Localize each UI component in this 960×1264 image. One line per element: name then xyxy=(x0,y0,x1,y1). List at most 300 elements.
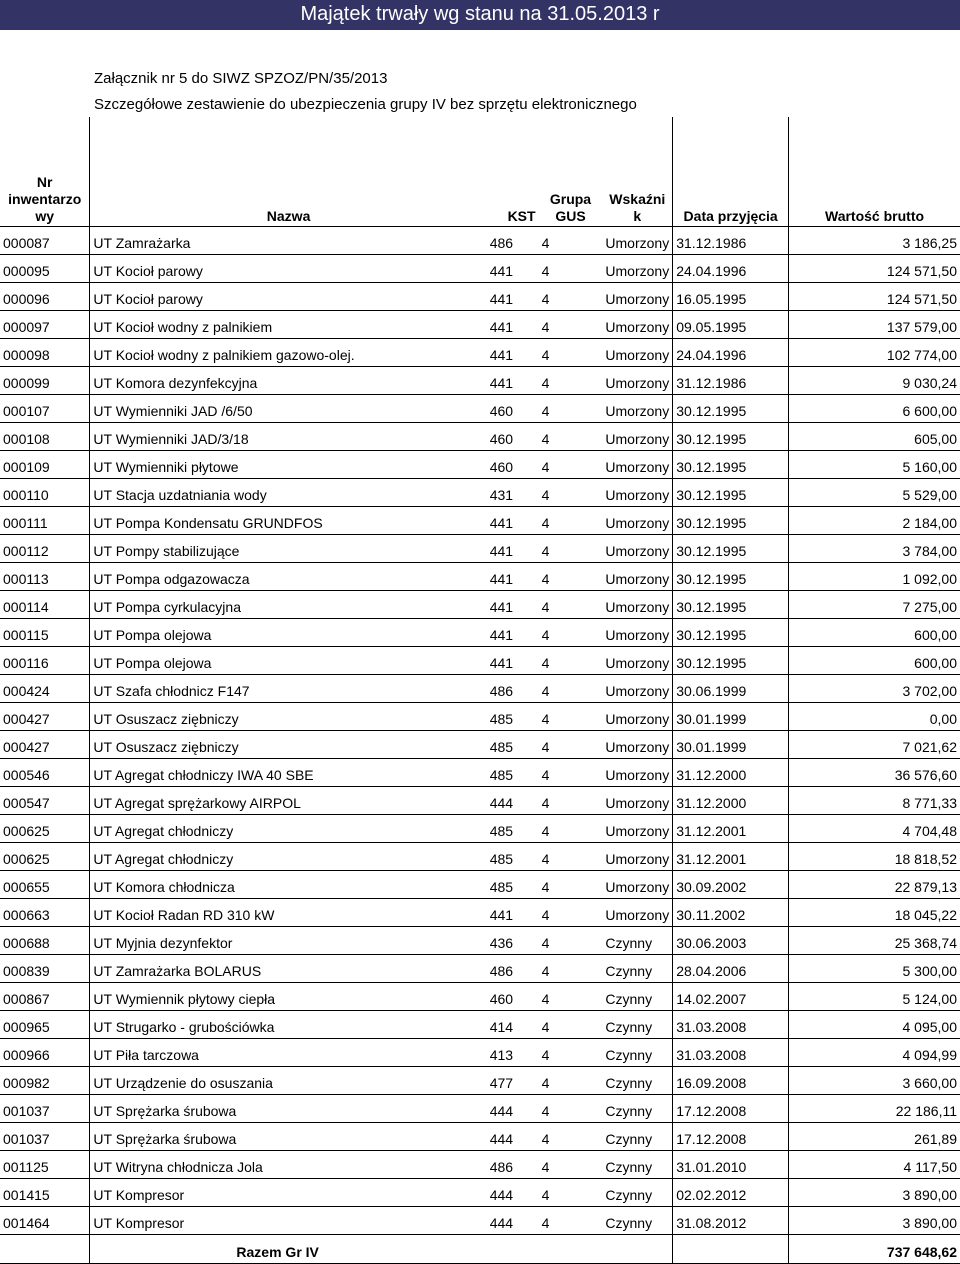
table-header-row xyxy=(0,117,960,227)
cell-gus: 4 xyxy=(539,227,603,255)
cell-kst: 486 xyxy=(487,1151,539,1179)
cell-status: Umorzony xyxy=(602,311,672,339)
cell-status: Czynny xyxy=(602,955,672,983)
cell-value: 18 045,22 xyxy=(789,899,960,927)
cell-value: 4 094,99 xyxy=(789,1039,960,1067)
cell-name: UT Pompa Kondensatu GRUNDFOS xyxy=(90,507,487,535)
cell-value: 7 021,62 xyxy=(789,731,960,759)
cell-kst: 441 xyxy=(487,507,539,535)
cell-name: UT Wymienniki JAD /6/50 xyxy=(90,395,487,423)
cell-gus: 4 xyxy=(539,983,603,1011)
cell-status: Umorzony xyxy=(602,871,672,899)
cell-gus: 4 xyxy=(539,1067,603,1095)
cell-value: 3 660,00 xyxy=(789,1067,960,1095)
cell-name: UT Kocioł parowy xyxy=(90,255,487,283)
cell-kst: 444 xyxy=(487,1095,539,1123)
table-row xyxy=(0,591,960,619)
cell-name: UT Agregat sprężarkowy AIRPOL xyxy=(90,787,487,815)
cell-date: 16.05.1995 xyxy=(673,283,789,311)
cell-name: UT Wymienniki JAD/3/18 xyxy=(90,423,487,451)
cell-date: 30.06.2003 xyxy=(673,927,789,955)
cell-inventory-number: 001037 xyxy=(0,1095,90,1123)
cell-status: Czynny xyxy=(602,1151,672,1179)
cell-value: 8 771,33 xyxy=(789,787,960,815)
table-row xyxy=(0,1039,960,1067)
cell-date: 17.12.2008 xyxy=(673,1095,789,1123)
cell-date: 30.12.1995 xyxy=(673,563,789,591)
cell-gus: 4 xyxy=(539,563,603,591)
cell-inventory-number: 000427 xyxy=(0,731,90,759)
cell-date: 31.12.1986 xyxy=(673,227,789,255)
cell-date: 31.01.2010 xyxy=(673,1151,789,1179)
cell-inventory-number: 001037 xyxy=(0,1123,90,1151)
cell-inventory-number: 000116 xyxy=(0,647,90,675)
cell-date: 30.12.1995 xyxy=(673,507,789,535)
header-wsk-line1: Wskaźni xyxy=(609,191,666,207)
cell-gus: 4 xyxy=(539,255,603,283)
total-empty-cell xyxy=(487,1235,539,1264)
cell-gus: 4 xyxy=(539,899,603,927)
cell-status: Czynny xyxy=(602,983,672,1011)
cell-inventory-number: 000113 xyxy=(0,563,90,591)
cell-gus: 4 xyxy=(539,507,603,535)
total-row xyxy=(0,1235,960,1264)
cell-value: 4 095,00 xyxy=(789,1011,960,1039)
cell-value: 5 300,00 xyxy=(789,955,960,983)
cell-inventory-number: 000982 xyxy=(0,1067,90,1095)
cell-date: 30.12.1995 xyxy=(673,395,789,423)
cell-status: Umorzony xyxy=(602,423,672,451)
cell-value: 7 275,00 xyxy=(789,591,960,619)
cell-kst: 436 xyxy=(487,927,539,955)
cell-status: Umorzony xyxy=(602,535,672,563)
cell-name: UT Myjnia dezynfektor xyxy=(90,927,487,955)
table-row xyxy=(0,451,960,479)
cell-name: UT Komora dezynfekcyjna xyxy=(90,367,487,395)
cell-inventory-number: 000839 xyxy=(0,955,90,983)
cell-kst: 460 xyxy=(487,451,539,479)
cell-gus: 4 xyxy=(539,1179,603,1207)
cell-value: 1 092,00 xyxy=(789,563,960,591)
cell-gus: 4 xyxy=(539,647,603,675)
cell-status: Umorzony xyxy=(602,675,672,703)
cell-inventory-number: 000547 xyxy=(0,787,90,815)
cell-name: UT Agregat chłodniczy IWA 40 SBE xyxy=(90,759,487,787)
cell-inventory-number: 000115 xyxy=(0,619,90,647)
page-title: Majątek trwały wg stanu na 31.05.2013 r xyxy=(0,0,960,30)
cell-status: Czynny xyxy=(602,1039,672,1067)
cell-date: 31.12.2000 xyxy=(673,759,789,787)
total-label: Razem Gr IV xyxy=(90,1235,487,1264)
cell-name: UT Zamrażarka xyxy=(90,227,487,255)
table-row xyxy=(0,1095,960,1123)
cell-status: Umorzony xyxy=(602,843,672,871)
table-row xyxy=(0,479,960,507)
header-gus xyxy=(539,117,603,227)
cell-inventory-number: 000098 xyxy=(0,339,90,367)
cell-inventory-number: 000625 xyxy=(0,843,90,871)
cell-date: 30.01.1999 xyxy=(673,731,789,759)
cell-name: UT Agregat chłodniczy xyxy=(90,815,487,843)
cell-status: Czynny xyxy=(602,1123,672,1151)
cell-value: 102 774,00 xyxy=(789,339,960,367)
cell-inventory-number: 000096 xyxy=(0,283,90,311)
document-subtitle: Szczegółowe zestawienie do ubezpieczenia grupy IV bez sprzętu elektronicznego xyxy=(94,96,637,113)
cell-value: 124 571,50 xyxy=(789,283,960,311)
cell-value: 0,00 xyxy=(789,703,960,731)
cell-kst: 486 xyxy=(487,955,539,983)
cell-name: UT Wymiennik płytowy ciepła xyxy=(90,983,487,1011)
header-val: Wartość brutto xyxy=(789,117,960,227)
cell-gus: 4 xyxy=(539,1151,603,1179)
cell-gus: 4 xyxy=(539,311,603,339)
cell-inventory-number: 000097 xyxy=(0,311,90,339)
cell-status: Umorzony xyxy=(602,507,672,535)
table-row xyxy=(0,423,960,451)
cell-name: UT Piła tarczowa xyxy=(90,1039,487,1067)
cell-gus: 4 xyxy=(539,815,603,843)
cell-kst: 460 xyxy=(487,395,539,423)
cell-kst: 431 xyxy=(487,479,539,507)
cell-kst: 485 xyxy=(487,731,539,759)
cell-name: UT Sprężarka śrubowa xyxy=(90,1123,487,1151)
table-row xyxy=(0,507,960,535)
header-nr-line1: Nr xyxy=(36,174,53,190)
attachment-reference: Załącznik nr 5 do SIWZ SPZOZ/PN/35/2013 xyxy=(94,70,388,87)
table-row xyxy=(0,535,960,563)
table-row xyxy=(0,255,960,283)
total-empty-cell xyxy=(602,1235,672,1264)
cell-value: 3 784,00 xyxy=(789,535,960,563)
table-row xyxy=(0,759,960,787)
table-row xyxy=(0,983,960,1011)
cell-status: Umorzony xyxy=(602,759,672,787)
cell-value: 4 117,50 xyxy=(789,1151,960,1179)
table-row xyxy=(0,787,960,815)
cell-name: UT Zamrażarka BOLARUS xyxy=(90,955,487,983)
cell-status: Umorzony xyxy=(602,703,672,731)
table-row xyxy=(0,1011,960,1039)
cell-value: 5 529,00 xyxy=(789,479,960,507)
header-gus-line1: Grupa xyxy=(549,191,592,207)
cell-name: UT Pompy stabilizujące xyxy=(90,535,487,563)
cell-inventory-number: 000966 xyxy=(0,1039,90,1067)
cell-status: Umorzony xyxy=(602,591,672,619)
header-nr-line3: wy xyxy=(35,208,55,224)
cell-date: 30.12.1995 xyxy=(673,451,789,479)
cell-kst: 444 xyxy=(487,1123,539,1151)
cell-status: Umorzony xyxy=(602,647,672,675)
cell-date: 30.12.1995 xyxy=(673,479,789,507)
cell-date: 14.02.2007 xyxy=(673,983,789,1011)
cell-gus: 4 xyxy=(539,283,603,311)
cell-inventory-number: 000867 xyxy=(0,983,90,1011)
cell-gus: 4 xyxy=(539,1011,603,1039)
header-wsk xyxy=(602,117,672,227)
cell-gus: 4 xyxy=(539,395,603,423)
cell-gus: 4 xyxy=(539,1095,603,1123)
cell-name: UT Urządzenie do osuszania xyxy=(90,1067,487,1095)
cell-status: Umorzony xyxy=(602,255,672,283)
cell-kst: 460 xyxy=(487,983,539,1011)
cell-name: UT Kompresor xyxy=(90,1207,487,1235)
cell-value: 5 124,00 xyxy=(789,983,960,1011)
cell-name: UT Kompresor xyxy=(90,1179,487,1207)
cell-date: 30.12.1995 xyxy=(673,619,789,647)
cell-date: 17.12.2008 xyxy=(673,1123,789,1151)
table-row xyxy=(0,227,960,255)
cell-inventory-number: 000427 xyxy=(0,703,90,731)
cell-inventory-number: 001125 xyxy=(0,1151,90,1179)
table-row xyxy=(0,703,960,731)
cell-gus: 4 xyxy=(539,339,603,367)
cell-inventory-number: 000965 xyxy=(0,1011,90,1039)
cell-date: 31.08.2012 xyxy=(673,1207,789,1235)
cell-status: Czynny xyxy=(602,1207,672,1235)
header-data: Data przyjęcia xyxy=(673,117,789,227)
cell-inventory-number: 000109 xyxy=(0,451,90,479)
table-row xyxy=(0,339,960,367)
cell-name: UT Pompa cyrkulacyjna xyxy=(90,591,487,619)
cell-date: 31.12.2001 xyxy=(673,843,789,871)
table-row xyxy=(0,815,960,843)
cell-name: UT Pompa odgazowacza xyxy=(90,563,487,591)
cell-name: UT Pompa olejowa xyxy=(90,647,487,675)
cell-date: 30.06.1999 xyxy=(673,675,789,703)
cell-gus: 4 xyxy=(539,479,603,507)
table-row xyxy=(0,395,960,423)
table-row xyxy=(0,311,960,339)
table-row xyxy=(0,647,960,675)
total-empty-cell xyxy=(539,1235,603,1264)
cell-status: Czynny xyxy=(602,927,672,955)
cell-date: 31.03.2008 xyxy=(673,1011,789,1039)
cell-gus: 4 xyxy=(539,675,603,703)
cell-kst: 485 xyxy=(487,871,539,899)
cell-name: UT Kocioł Radan RD 310 kW xyxy=(90,899,487,927)
cell-kst: 441 xyxy=(487,367,539,395)
cell-value: 36 576,60 xyxy=(789,759,960,787)
cell-gus: 4 xyxy=(539,619,603,647)
cell-kst: 486 xyxy=(487,227,539,255)
table-row xyxy=(0,1123,960,1151)
cell-inventory-number: 001464 xyxy=(0,1207,90,1235)
cell-gus: 4 xyxy=(539,787,603,815)
cell-date: 30.11.2002 xyxy=(673,899,789,927)
cell-name: UT Agregat chłodniczy xyxy=(90,843,487,871)
cell-inventory-number: 000112 xyxy=(0,535,90,563)
cell-date: 30.01.1999 xyxy=(673,703,789,731)
cell-date: 09.05.1995 xyxy=(673,311,789,339)
cell-value: 605,00 xyxy=(789,423,960,451)
cell-status: Umorzony xyxy=(602,479,672,507)
cell-date: 31.12.2000 xyxy=(673,787,789,815)
total-empty-cell xyxy=(0,1235,90,1264)
cell-date: 30.09.2002 xyxy=(673,871,789,899)
cell-name: UT Wymienniki płytowe xyxy=(90,451,487,479)
cell-status: Umorzony xyxy=(602,731,672,759)
cell-kst: 441 xyxy=(487,283,539,311)
cell-date: 30.12.1995 xyxy=(673,647,789,675)
cell-gus: 4 xyxy=(539,451,603,479)
table-row xyxy=(0,1067,960,1095)
cell-kst: 485 xyxy=(487,759,539,787)
cell-kst: 441 xyxy=(487,311,539,339)
cell-inventory-number: 000108 xyxy=(0,423,90,451)
cell-name: UT Szafa chłodnicz F147 xyxy=(90,675,487,703)
cell-kst: 414 xyxy=(487,1011,539,1039)
cell-status: Czynny xyxy=(602,1095,672,1123)
cell-inventory-number: 000546 xyxy=(0,759,90,787)
cell-gus: 4 xyxy=(539,1123,603,1151)
cell-name: UT Sprężarka śrubowa xyxy=(90,1095,487,1123)
cell-name: UT Witryna chłodnicza Jola xyxy=(90,1151,487,1179)
cell-status: Umorzony xyxy=(602,563,672,591)
cell-inventory-number: 000424 xyxy=(0,675,90,703)
cell-kst: 441 xyxy=(487,255,539,283)
cell-gus: 4 xyxy=(539,955,603,983)
cell-kst: 485 xyxy=(487,843,539,871)
cell-kst: 444 xyxy=(487,1179,539,1207)
cell-kst: 485 xyxy=(487,703,539,731)
cell-name: UT Komora chłodnicza xyxy=(90,871,487,899)
cell-date: 24.04.1996 xyxy=(673,255,789,283)
header-nazwa: Nazwa xyxy=(90,117,487,227)
cell-inventory-number: 000087 xyxy=(0,227,90,255)
cell-inventory-number: 000099 xyxy=(0,367,90,395)
cell-value: 5 160,00 xyxy=(789,451,960,479)
cell-value: 261,89 xyxy=(789,1123,960,1151)
cell-kst: 486 xyxy=(487,675,539,703)
cell-value: 3 702,00 xyxy=(789,675,960,703)
cell-status: Umorzony xyxy=(602,367,672,395)
cell-value: 18 818,52 xyxy=(789,843,960,871)
table-row xyxy=(0,367,960,395)
cell-inventory-number: 000655 xyxy=(0,871,90,899)
cell-gus: 4 xyxy=(539,871,603,899)
cell-status: Czynny xyxy=(602,1179,672,1207)
cell-status: Umorzony xyxy=(602,787,672,815)
cell-gus: 4 xyxy=(539,843,603,871)
cell-name: UT Stacja uzdatniania wody xyxy=(90,479,487,507)
cell-kst: 460 xyxy=(487,423,539,451)
cell-gus: 4 xyxy=(539,423,603,451)
table-row xyxy=(0,563,960,591)
table-row xyxy=(0,1207,960,1235)
cell-date: 31.12.1986 xyxy=(673,367,789,395)
cell-inventory-number: 001415 xyxy=(0,1179,90,1207)
cell-status: Umorzony xyxy=(602,283,672,311)
cell-inventory-number: 000107 xyxy=(0,395,90,423)
cell-date: 16.09.2008 xyxy=(673,1067,789,1095)
cell-status: Umorzony xyxy=(602,395,672,423)
cell-kst: 441 xyxy=(487,619,539,647)
cell-name: UT Strugarko - grubościówka xyxy=(90,1011,487,1039)
cell-value: 22 879,13 xyxy=(789,871,960,899)
cell-value: 25 368,74 xyxy=(789,927,960,955)
cell-kst: 413 xyxy=(487,1039,539,1067)
cell-status: Umorzony xyxy=(602,899,672,927)
header-kst: KST xyxy=(487,117,539,227)
cell-kst: 441 xyxy=(487,339,539,367)
cell-inventory-number: 000688 xyxy=(0,927,90,955)
cell-status: Umorzony xyxy=(602,815,672,843)
table-row xyxy=(0,927,960,955)
cell-gus: 4 xyxy=(539,759,603,787)
cell-value: 124 571,50 xyxy=(789,255,960,283)
cell-value: 3 890,00 xyxy=(789,1207,960,1235)
cell-name: UT Pompa olejowa xyxy=(90,619,487,647)
cell-inventory-number: 000111 xyxy=(0,507,90,535)
cell-status: Umorzony xyxy=(602,339,672,367)
cell-gus: 4 xyxy=(539,1207,603,1235)
cell-kst: 441 xyxy=(487,535,539,563)
table-row xyxy=(0,675,960,703)
header-nr-line2: inwentarzo xyxy=(8,191,82,207)
cell-date: 02.02.2012 xyxy=(673,1179,789,1207)
cell-status: Czynny xyxy=(602,1067,672,1095)
cell-inventory-number: 000110 xyxy=(0,479,90,507)
cell-value: 600,00 xyxy=(789,619,960,647)
cell-value: 9 030,24 xyxy=(789,367,960,395)
table-row xyxy=(0,1179,960,1207)
cell-value: 22 186,11 xyxy=(789,1095,960,1123)
cell-kst: 441 xyxy=(487,591,539,619)
total-value: 737 648,62 xyxy=(789,1235,960,1264)
cell-name: UT Kocioł parowy xyxy=(90,283,487,311)
cell-gus: 4 xyxy=(539,1039,603,1067)
cell-status: Umorzony xyxy=(602,451,672,479)
cell-date: 31.12.2001 xyxy=(673,815,789,843)
cell-inventory-number: 000625 xyxy=(0,815,90,843)
cell-inventory-number: 000095 xyxy=(0,255,90,283)
cell-value: 600,00 xyxy=(789,647,960,675)
cell-date: 30.12.1995 xyxy=(673,591,789,619)
cell-status: Czynny xyxy=(602,1011,672,1039)
cell-date: 28.04.2006 xyxy=(673,955,789,983)
cell-kst: 444 xyxy=(487,787,539,815)
table-row xyxy=(0,955,960,983)
header-gus-line2: GUS xyxy=(555,208,586,224)
cell-gus: 4 xyxy=(539,591,603,619)
cell-date: 24.04.1996 xyxy=(673,339,789,367)
cell-gus: 4 xyxy=(539,367,603,395)
asset-table xyxy=(0,117,960,1264)
cell-kst: 441 xyxy=(487,647,539,675)
cell-name: UT Kocioł wodny z palnikiem xyxy=(90,311,487,339)
table-row xyxy=(0,283,960,311)
total-empty-cell xyxy=(673,1235,789,1264)
table-body xyxy=(0,227,960,1235)
cell-gus: 4 xyxy=(539,703,603,731)
cell-value: 137 579,00 xyxy=(789,311,960,339)
cell-value: 6 600,00 xyxy=(789,395,960,423)
cell-value: 4 704,48 xyxy=(789,815,960,843)
cell-value: 2 184,00 xyxy=(789,507,960,535)
cell-kst: 485 xyxy=(487,815,539,843)
cell-status: Umorzony xyxy=(602,619,672,647)
table-row xyxy=(0,899,960,927)
cell-value: 3 186,25 xyxy=(789,227,960,255)
cell-kst: 441 xyxy=(487,563,539,591)
table-row xyxy=(0,871,960,899)
cell-inventory-number: 000663 xyxy=(0,899,90,927)
cell-gus: 4 xyxy=(539,731,603,759)
cell-gus: 4 xyxy=(539,927,603,955)
table-row xyxy=(0,1151,960,1179)
cell-date: 31.03.2008 xyxy=(673,1039,789,1067)
header-nr xyxy=(0,117,90,227)
